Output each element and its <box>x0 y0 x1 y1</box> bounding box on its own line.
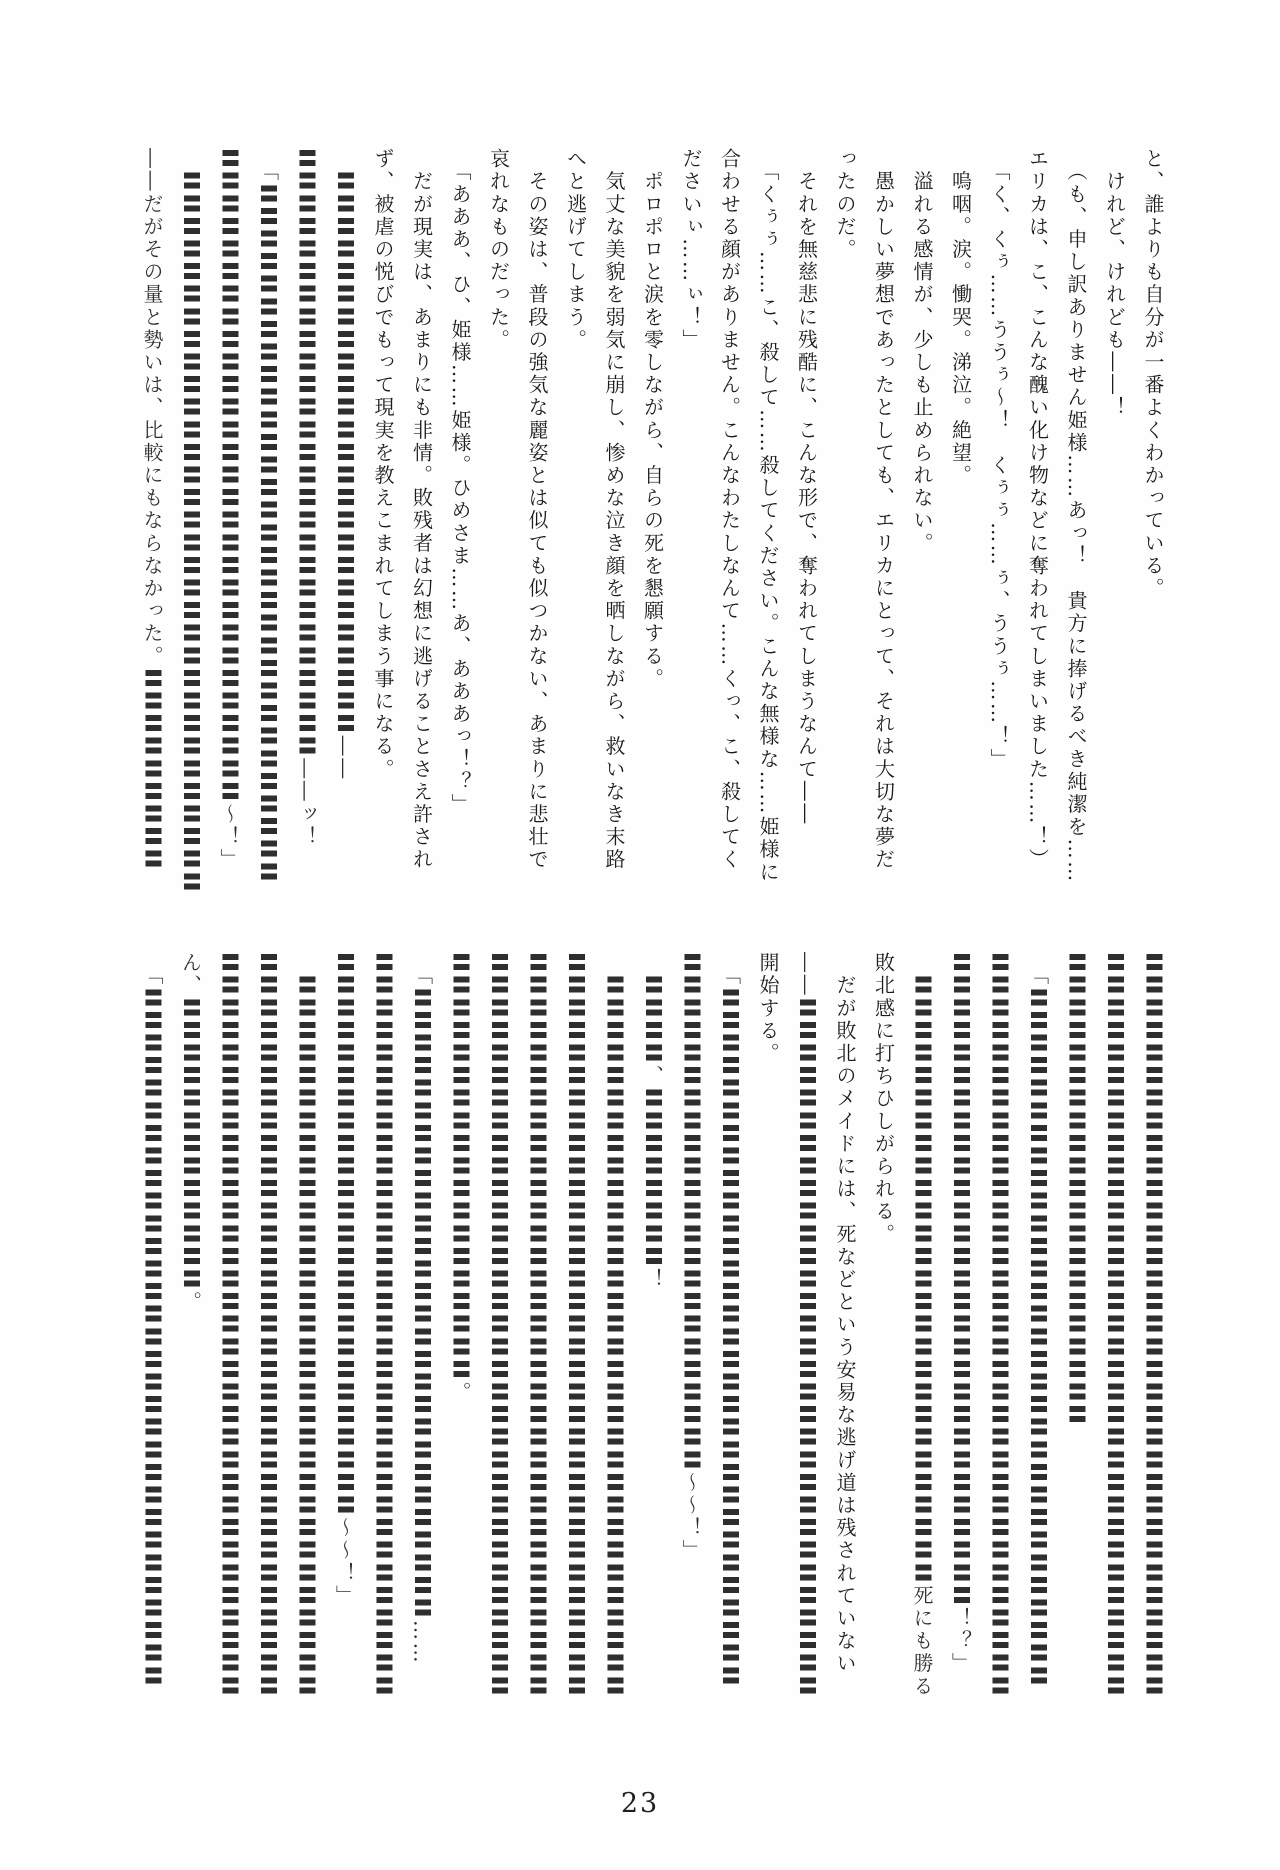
text-column: 嗚咽。涙。慟哭。涕泣。絶望。 <box>948 148 973 487</box>
text-column: 気丈な美貌を弱気に崩し、惨めな泣き顔を晒しながら、救いなき末路 <box>602 148 626 872</box>
text-column-redacted: 〓〓〓〓、〓〓〓〓〓〓〓〓！ <box>640 952 665 1291</box>
text-column: へと逃げてしまう。 <box>563 148 588 352</box>
page-number: 23 <box>620 1788 660 1819</box>
text-column-redacted: 〓〓〓〓〓〓〓〓〓〓〓〓〓〓〓〓〓〓〓〓〓〓〓～～！」 <box>679 952 703 1563</box>
text-column-redacted: 〓〓〓〓〓〓〓〓〓〓〓〓〓〓〓〓〓〓〓〓〓〓〓〓〓〓〓〓〓〓〓〓〓 <box>1141 952 1165 1698</box>
text-column: 敗北感に打ちひしがられる。 <box>871 952 896 1246</box>
text-column-redacted: 〓〓〓〓〓〓〓〓〓〓〓〓〓〓〓〓〓〓〓〓〓〓〓〓〓〓〓〓〓〓〓〓〓 <box>371 952 395 1698</box>
text-column: （も、申し訳ありません姫様……あっ！ 貴方に捧げるべき純潔を…… <box>1064 148 1088 884</box>
bottom-text-block <box>133 952 1173 1724</box>
text-column-redacted: 「〓〓〓〓〓〓〓〓〓〓〓〓〓〓〓〓〓〓〓〓〓〓〓〓〓〓〓〓〓〓〓 <box>717 952 742 1688</box>
text-column-redacted: 〓〓〓〓〓〓〓〓〓〓〓〓〓〓〓〓〓〓〓〓〓〓〓〓〓〓〓〓〓！？」 <box>948 952 973 1676</box>
text-column-redacted: 〓〓〓〓〓〓〓〓〓〓〓〓〓〓〓〓〓〓〓〓〓〓〓〓〓〓〓〓〓〓〓〓 <box>294 952 318 1698</box>
text-column: と、誰よりも自分が一番よくわかっている。 <box>1141 148 1165 600</box>
text-column-redacted: 「〓〓〓〓〓〓〓〓〓〓〓〓〓〓〓〓〓〓〓〓〓〓〓〓〓〓〓〓〓〓〓 <box>1025 952 1050 1688</box>
text-column: その姿は、普段の強気な麗姿とは似ても似つかない、あまりに悲壮で <box>525 148 549 872</box>
text-column-redacted: 〓〓〓〓〓〓〓〓〓〓〓〓〓〓〓〓〓〓〓〓〓〓〓〓〓〓〓〓〓〓〓〓〓 <box>255 952 280 1698</box>
text-column: エリカは、こ、こんな醜い化け物などに奪われてしまいました……！） <box>1025 148 1050 872</box>
text-column-redacted: 〓〓〓〓〓〓〓〓〓〓〓〓〓〓〓〓〓〓〓〓〓〓〓〓〓―― <box>332 148 357 781</box>
text-column-redacted: 「〓〓〓〓〓〓〓〓〓〓〓〓〓〓〓〓〓〓〓〓〓〓〓〓〓〓〓〓…… <box>409 952 434 1666</box>
text-column-redacted: 〓〓〓〓〓〓〓〓〓〓〓〓〓〓〓〓〓〓〓〓〓〓〓〓〓〓〓〓〓〓〓〓〓 <box>563 952 588 1698</box>
text-column-redacted: 〓〓〓〓〓〓〓〓〓〓〓〓〓〓〓〓〓〓〓〓〓 <box>1064 952 1088 1427</box>
top-text-block <box>133 148 1173 920</box>
text-column: ださいぃ……ぃ！」 <box>679 148 703 352</box>
text-column: だが敗北のメイドには、死などという安易な逃げ道は残されていない <box>833 952 857 1676</box>
text-column-redacted: 〓〓〓〓〓〓〓〓〓〓〓〓〓〓〓〓〓〓〓〓〓〓〓〓〓〓〓〓〓〓〓〓〓 <box>1102 952 1127 1698</box>
text-column: ず、被虐の悦びでもって現実を教えこまれてしまう事になる。 <box>371 148 395 781</box>
text-column-redacted: 「〓〓〓〓〓〓〓〓〓〓〓〓〓〓〓〓〓〓〓〓〓〓〓〓〓〓〓〓〓〓〓 <box>140 952 164 1688</box>
text-column-redacted: 〓〓〓〓〓〓〓〓〓〓〓〓〓〓〓〓〓〓〓〓〓〓〓〓〓〓〓――ッ！ <box>294 148 318 849</box>
text-column: 合わせる顔がありません。こんなわたしなんて……くっ、こ、殺してく <box>717 148 742 872</box>
text-column: 「く、くぅ……ううぅ～！ くぅぅ……ぅ、ううぅ……！」 <box>987 148 1011 771</box>
text-column: 溢れる感情が、少しも止められない。 <box>910 148 934 555</box>
text-column: 開始する。 <box>756 952 780 1065</box>
text-column-redacted: ん、〓〓〓〓〓〓〓〓〓〓〓〓〓。 <box>178 952 203 1314</box>
text-column-redacted: 〓〓〓〓〓〓〓〓〓〓〓〓〓〓〓〓〓〓〓〓〓〓〓〓〓〓〓〓〓〓〓〓 <box>602 952 626 1698</box>
text-column-redacted: 〓〓〓〓〓〓〓〓〓〓〓〓〓〓〓〓〓〓〓〓〓〓〓〓〓〓〓〓〓〓〓〓〓 <box>486 952 511 1698</box>
text-column-redacted: 〓〓〓〓〓〓〓〓〓〓〓〓〓〓〓〓〓〓〓〓〓〓〓〓〓〓〓〓〓～！」 <box>217 148 241 872</box>
text-column-redacted: 〓〓〓〓〓〓〓〓〓〓〓〓〓〓〓〓〓〓〓〓〓〓〓〓〓〓〓〓〓〓〓〓〓 <box>525 952 549 1698</box>
text-column-redacted: ――〓〓〓〓〓〓〓〓〓〓〓〓〓〓〓〓〓〓〓〓〓〓〓〓〓〓〓〓〓〓〓 <box>794 952 819 1698</box>
text-column-redacted: 〓〓〓〓〓〓〓〓〓〓〓〓〓〓〓〓〓〓〓。 <box>448 952 472 1404</box>
text-column-redacted: 〓〓〓〓〓〓〓〓〓〓〓〓〓〓〓〓〓〓〓〓〓〓〓〓〓〓〓〓〓〓〓〓〓 <box>987 952 1011 1698</box>
text-column-redacted: 〓〓〓〓〓〓〓〓〓〓〓〓〓〓〓〓〓〓〓〓〓〓〓〓〓～～！」 <box>332 952 357 1608</box>
text-column: 「あああ、ひ、姫様……姫様。ひめさま……あ、あああっ！？」 <box>448 148 472 816</box>
text-column: ったのだ。 <box>833 148 857 261</box>
text-column: だが現実は、あまりにも非情。敗残者は幻想に逃げることさえ許され <box>409 148 434 872</box>
text-column: ポロポロと涙を零しながら、自らの死を懇願する。 <box>640 148 665 691</box>
text-column-redacted: 〓〓〓〓〓〓〓〓〓〓〓〓〓〓〓〓〓〓〓〓〓〓〓〓〓〓〓〓〓〓〓〓 <box>178 148 203 894</box>
text-column: 哀れなものだった。 <box>486 148 511 352</box>
text-column: 「くぅぅ……こ、殺して……殺してください。こんな無様な……姫様に <box>756 148 780 884</box>
text-column: けれど、けれども――！ <box>1102 148 1127 420</box>
text-column-redacted: 「〓〓〓〓〓〓〓〓〓〓〓〓〓〓〓〓〓〓〓〓〓〓〓〓〓〓〓〓〓〓〓 <box>255 148 280 884</box>
text-column: 愚かしい夢想であったとしても、エリカにとって、それは大切な夢だ <box>871 148 896 872</box>
text-column-redacted: 〓〓〓〓〓〓〓〓〓〓〓〓〓〓〓〓〓〓〓〓〓〓〓〓〓〓〓〓〓〓〓〓〓 <box>217 952 241 1698</box>
text-column-redacted: ――だがその量と勢いは、比較にもならなかった。〓〓〓〓〓〓〓〓〓 <box>140 148 164 872</box>
text-column: それを無慈悲に残酷に、こんな形で、奪われてしまうなんて―― <box>794 148 819 826</box>
text-column-redacted: 〓〓〓〓〓〓〓〓〓〓〓〓〓〓〓〓〓〓〓〓〓〓〓〓〓〓〓死にも勝る <box>910 952 934 1698</box>
